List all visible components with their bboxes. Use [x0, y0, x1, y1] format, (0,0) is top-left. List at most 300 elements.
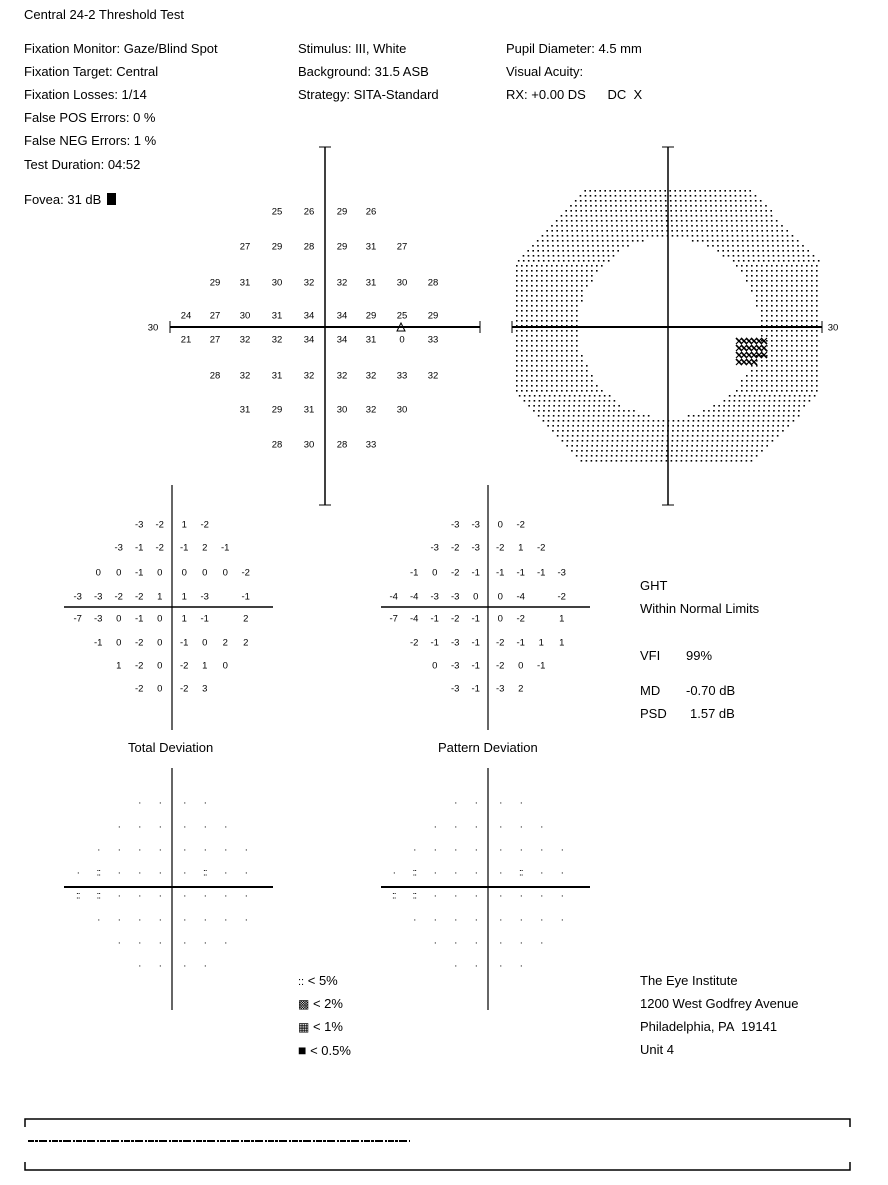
- td-value: 0: [116, 637, 122, 649]
- pd-value: -4: [516, 591, 525, 603]
- threshold-value: 31: [365, 277, 377, 289]
- td-value: 0: [202, 637, 208, 649]
- td-value: -2: [135, 683, 144, 695]
- threshold-value: 31: [239, 404, 251, 416]
- report-title: Central 24-2 Threshold Test: [24, 7, 184, 22]
- threshold-value: 28: [303, 241, 315, 253]
- threshold-value: 30: [336, 404, 348, 416]
- pd-value: 1: [538, 637, 544, 649]
- threshold-value: 29: [271, 404, 283, 416]
- legend-item-1pct: ▦ < 1%: [298, 1019, 343, 1034]
- prob-normal-dot-icon: ·: [224, 844, 227, 856]
- td-value: -1: [221, 542, 230, 554]
- threshold-value: 28: [336, 439, 348, 451]
- test-duration: Test Duration: 04:52: [24, 157, 141, 172]
- threshold-value: 28: [209, 370, 221, 382]
- prob-5pct-icon: ::: [412, 867, 417, 879]
- prob-normal-dot-icon: ·: [183, 867, 186, 879]
- td-value: 1: [181, 519, 187, 531]
- prob-normal-dot-icon: ·: [474, 960, 477, 972]
- prob-normal-dot-icon: ·: [158, 937, 161, 949]
- td-value: 0: [157, 637, 163, 649]
- threshold-value: 32: [365, 404, 377, 416]
- prob-normal-dot-icon: ·: [158, 821, 161, 833]
- td-value: 0: [181, 567, 187, 579]
- prob-normal-dot-icon: ·: [117, 844, 120, 856]
- pd-value: -4: [389, 591, 398, 603]
- prob-normal-dot-icon: ·: [138, 821, 141, 833]
- prob-normal-dot-icon: ·: [499, 797, 502, 809]
- pd-value: -1: [516, 637, 525, 649]
- threshold-value: 26: [303, 206, 315, 218]
- threshold-value: 31: [271, 310, 283, 322]
- td-prob-axes: [64, 768, 273, 1010]
- prob-normal-dot-icon: ·: [519, 844, 522, 856]
- psd-label: PSD: [640, 706, 667, 721]
- prob-normal-dot-icon: ·: [138, 890, 141, 902]
- pd-value: 1: [559, 637, 565, 649]
- pd-value: -1: [471, 660, 480, 672]
- td-value: 0: [222, 567, 228, 579]
- prob-normal-dot-icon: ·: [183, 844, 186, 856]
- prob-normal-dot-icon: ·: [540, 821, 543, 833]
- prob-normal-dot-icon: ·: [474, 821, 477, 833]
- td-value: -2: [180, 683, 189, 695]
- prob-normal-dot-icon: ·: [138, 797, 141, 809]
- prob-normal-dot-icon: ·: [138, 867, 141, 879]
- td-value: -2: [200, 519, 209, 531]
- threshold-value: 29: [427, 310, 439, 322]
- prob-normal-dot-icon: ·: [560, 867, 563, 879]
- threshold-value: 31: [365, 334, 377, 346]
- prob-normal-dot-icon: ·: [117, 867, 120, 879]
- prob-normal-dot-icon: ·: [433, 890, 436, 902]
- prob-normal-dot-icon: ·: [138, 914, 141, 926]
- prob-normal-dot-icon: ·: [117, 821, 120, 833]
- clinic-unit: Unit 4: [640, 1042, 674, 1057]
- td-value: 1: [181, 591, 187, 603]
- legend-item-5pct: :: < 5%: [298, 973, 338, 988]
- pd-value: 1: [559, 613, 565, 625]
- prob-normal-dot-icon: ·: [413, 844, 416, 856]
- prob-normal-dot-icon: ·: [224, 821, 227, 833]
- legend-item-05pct: ■ < 0.5%: [298, 1042, 351, 1058]
- prob-normal-dot-icon: ·: [454, 937, 457, 949]
- rx: RX: +0.00 DS DC X: [506, 87, 643, 102]
- td-value: -2: [180, 660, 189, 672]
- threshold-value: 33: [365, 439, 377, 451]
- threshold-value: 32: [239, 370, 251, 382]
- prob-normal-dot-icon: ·: [413, 914, 416, 926]
- footer-brackets: [25, 1119, 850, 1170]
- prob-normal-dot-icon: ·: [454, 867, 457, 879]
- false-pos-errors: False POS Errors: 0 %: [24, 110, 156, 125]
- strategy: Strategy: SITA-Standard: [298, 87, 439, 102]
- td-value: -1: [135, 542, 144, 554]
- fovea-value: Fovea: 31 dB: [24, 192, 102, 207]
- prob-normal-dot-icon: ·: [474, 890, 477, 902]
- prob-normal-dot-icon: ·: [203, 821, 206, 833]
- threshold-value: 28: [427, 277, 439, 289]
- prob-normal-dot-icon: ·: [540, 844, 543, 856]
- pd-value: -1: [471, 683, 480, 695]
- pd-value: 0: [497, 613, 503, 625]
- pd-value: -2: [557, 591, 566, 603]
- td-value: -1: [135, 567, 144, 579]
- pd-value: -1: [430, 637, 439, 649]
- prob-normal-dot-icon: ·: [499, 960, 502, 972]
- pd-value: -2: [451, 613, 460, 625]
- td-value: 2: [202, 542, 208, 554]
- threshold-value: 29: [336, 206, 348, 218]
- prob-normal-dot-icon: ·: [474, 844, 477, 856]
- pd-value: -1: [537, 660, 546, 672]
- pd-value: -1: [537, 567, 546, 579]
- td-value: 0: [157, 660, 163, 672]
- pd-value: -3: [451, 519, 460, 531]
- prob-normal-dot-icon: ·: [540, 937, 543, 949]
- clinic-name: The Eye Institute: [640, 973, 738, 988]
- prob-normal-dot-icon: ·: [540, 867, 543, 879]
- fixation-target: Fixation Target: Central: [24, 64, 159, 79]
- threshold-value: 27: [239, 241, 251, 253]
- pd-value: -2: [451, 567, 460, 579]
- threshold-value: 30: [396, 404, 408, 416]
- prob-normal-dot-icon: ·: [158, 844, 161, 856]
- prob-normal-dot-icon: ·: [244, 844, 247, 856]
- vfi-label: VFI: [640, 648, 661, 663]
- pd-value: -3: [451, 591, 460, 603]
- prob-normal-dot-icon: ·: [183, 914, 186, 926]
- threshold-value: 31: [303, 404, 315, 416]
- pd-value: -2: [516, 519, 525, 531]
- threshold-value: 0: [399, 334, 405, 346]
- prob-normal-dot-icon: ·: [76, 867, 79, 879]
- td-value: -3: [114, 542, 123, 554]
- prob-normal-dot-icon: ·: [97, 844, 100, 856]
- pd-value: 2: [518, 683, 524, 695]
- threshold-value: 31: [365, 241, 377, 253]
- prob-normal-dot-icon: ·: [183, 937, 186, 949]
- td-value: -1: [180, 637, 189, 649]
- prob-normal-dot-icon: ·: [433, 914, 436, 926]
- pd-axes: [381, 485, 590, 730]
- td-value: -7: [73, 613, 82, 625]
- prob-normal-dot-icon: ·: [158, 890, 161, 902]
- pd-value: -4: [410, 613, 419, 625]
- pd-value: -2: [410, 637, 419, 649]
- pd-value: 0: [432, 660, 438, 672]
- prob-5pct-icon: ::: [412, 890, 417, 902]
- prob-normal-dot-icon: ·: [117, 937, 120, 949]
- td-value: -2: [135, 660, 144, 672]
- threshold-value: 26: [365, 206, 377, 218]
- ght-label: GHT: [640, 578, 668, 593]
- td-value: 0: [202, 567, 208, 579]
- td-value: 0: [157, 567, 163, 579]
- pd-value: 0: [518, 660, 524, 672]
- pupil-diameter: Pupil Diameter: 4.5 mm: [506, 41, 642, 56]
- legend-symbol-5pct-icon: ::: [298, 976, 305, 988]
- pd-value: -4: [410, 591, 419, 603]
- prob-normal-dot-icon: ·: [499, 914, 502, 926]
- prob-normal-dot-icon: ·: [138, 960, 141, 972]
- prob-normal-dot-icon: ·: [454, 797, 457, 809]
- legend-symbol-05pct-icon: ■: [298, 1042, 307, 1058]
- prob-normal-dot-icon: ·: [224, 914, 227, 926]
- prob-normal-dot-icon: ·: [499, 937, 502, 949]
- prob-normal-dot-icon: ·: [224, 937, 227, 949]
- threshold-value: 27: [209, 334, 221, 346]
- pd-value: -3: [451, 683, 460, 695]
- pd-value: -2: [496, 637, 505, 649]
- td-value: 0: [157, 683, 163, 695]
- pd-value: 0: [432, 567, 438, 579]
- prob-normal-dot-icon: ·: [183, 821, 186, 833]
- threshold-value: 34: [303, 334, 315, 346]
- td-value: 0: [95, 567, 101, 579]
- pd-value: -3: [471, 542, 480, 554]
- prob-normal-dot-icon: ·: [560, 914, 563, 926]
- threshold-value: 31: [271, 370, 283, 382]
- threshold-value: 34: [303, 310, 315, 322]
- pd-value: 0: [473, 591, 479, 603]
- vfi-value: 99%: [686, 648, 713, 663]
- md-value: -0.70 dB: [686, 683, 736, 698]
- threshold-value: 29: [209, 277, 221, 289]
- fixation-losses: Fixation Losses: 1/14: [24, 87, 147, 102]
- prob-normal-dot-icon: ·: [203, 937, 206, 949]
- visual-acuity: Visual Acuity:: [506, 64, 584, 79]
- prob-normal-dot-icon: ·: [433, 867, 436, 879]
- prob-normal-dot-icon: ·: [203, 890, 206, 902]
- td-value: -3: [94, 591, 103, 603]
- prob-5pct-icon: ::: [391, 890, 396, 902]
- prob-normal-dot-icon: ·: [203, 797, 206, 809]
- legend-symbol-1pct-icon: ▦: [298, 1020, 310, 1034]
- prob-normal-dot-icon: ·: [392, 867, 395, 879]
- td-value: -2: [241, 567, 250, 579]
- threshold-value: 27: [396, 241, 408, 253]
- td-value: 3: [202, 683, 208, 695]
- td-value: -2: [135, 637, 144, 649]
- prob-normal-dot-icon: ·: [519, 914, 522, 926]
- grayscale-axis-label-right: 30: [827, 322, 839, 334]
- threshold-value: 25: [271, 206, 283, 218]
- md-label: MD: [640, 683, 661, 698]
- prob-5pct-icon: ::: [96, 890, 101, 902]
- td-value: -2: [155, 542, 164, 554]
- threshold-value: 24: [180, 310, 192, 322]
- background: Background: 31.5 ASB: [298, 64, 429, 79]
- prob-normal-dot-icon: ·: [244, 914, 247, 926]
- td-value: -1: [94, 637, 103, 649]
- prob-normal-dot-icon: ·: [224, 867, 227, 879]
- prob-normal-dot-icon: ·: [97, 914, 100, 926]
- prob-normal-dot-icon: ·: [117, 890, 120, 902]
- prob-normal-dot-icon: ·: [560, 890, 563, 902]
- pd-value: -7: [389, 613, 398, 625]
- prob-normal-dot-icon: ·: [158, 797, 161, 809]
- td-value: 0: [116, 613, 122, 625]
- threshold-value: 34: [336, 310, 348, 322]
- pd-value: -2: [496, 542, 505, 554]
- prob-normal-dot-icon: ·: [224, 890, 227, 902]
- prob-normal-dot-icon: ·: [519, 937, 522, 949]
- pattern-deviation-label: Pattern Deviation: [438, 740, 538, 755]
- td-value: -1: [180, 542, 189, 554]
- pd-value: -1: [410, 567, 419, 579]
- pd-value: 0: [497, 591, 503, 603]
- threshold-value: 21: [180, 334, 192, 346]
- threshold-value: 31: [239, 277, 251, 289]
- td-value: 0: [222, 660, 228, 672]
- td-value: 1: [116, 660, 122, 672]
- prob-normal-dot-icon: ·: [454, 844, 457, 856]
- prob-normal-dot-icon: ·: [540, 914, 543, 926]
- false-neg-errors: False NEG Errors: 1 %: [24, 133, 157, 148]
- prob-normal-dot-icon: ·: [203, 914, 206, 926]
- pd-value: -1: [471, 613, 480, 625]
- td-value: 2: [222, 637, 228, 649]
- prob-5pct-icon: ::: [518, 867, 523, 879]
- prob-normal-dot-icon: ·: [499, 890, 502, 902]
- pd-value: -3: [451, 660, 460, 672]
- legend-item-2pct: ▩ < 2%: [298, 996, 343, 1011]
- prob-normal-dot-icon: ·: [519, 797, 522, 809]
- prob-5pct-icon: ::: [75, 890, 80, 902]
- prob-normal-dot-icon: ·: [158, 914, 161, 926]
- pd-value: -1: [430, 613, 439, 625]
- prob-normal-dot-icon: ·: [203, 960, 206, 972]
- prob-normal-dot-icon: ·: [560, 844, 563, 856]
- fixation-monitor: Fixation Monitor: Gaze/Blind Spot: [24, 41, 218, 56]
- prob-normal-dot-icon: ·: [454, 821, 457, 833]
- threshold-value: 32: [336, 370, 348, 382]
- prob-normal-dot-icon: ·: [454, 890, 457, 902]
- td-value: -3: [200, 591, 209, 603]
- pd-value: -3: [451, 637, 460, 649]
- threshold-value: 27: [209, 310, 221, 322]
- td-value: 0: [157, 613, 163, 625]
- pd-value: -2: [451, 542, 460, 554]
- pd-value: 0: [497, 519, 503, 531]
- prob-normal-dot-icon: ·: [474, 797, 477, 809]
- prob-normal-dot-icon: ·: [540, 890, 543, 902]
- prob-normal-dot-icon: ·: [433, 821, 436, 833]
- pd-value: -3: [557, 567, 566, 579]
- prob-normal-dot-icon: ·: [499, 844, 502, 856]
- td-value: -2: [135, 591, 144, 603]
- clinic-address: 1200 West Godfrey Avenue: [640, 996, 799, 1011]
- td-value: 1: [157, 591, 163, 603]
- psd-value: 1.57 dB: [690, 706, 735, 721]
- threshold-value: 25: [396, 310, 408, 322]
- clinic-city: Philadelphia, PA 19141: [640, 1019, 778, 1034]
- prob-normal-dot-icon: ·: [499, 821, 502, 833]
- prob-normal-dot-icon: ·: [474, 867, 477, 879]
- ght-value: Within Normal Limits: [640, 601, 760, 616]
- pd-value: 1: [518, 542, 524, 554]
- prob-normal-dot-icon: ·: [433, 844, 436, 856]
- prob-normal-dot-icon: ·: [519, 890, 522, 902]
- threshold-value: 29: [271, 241, 283, 253]
- pd-value: -1: [516, 567, 525, 579]
- pd-prob-axes: [381, 768, 590, 1010]
- threshold-value: 32: [271, 334, 283, 346]
- prob-normal-dot-icon: ·: [519, 960, 522, 972]
- prob-normal-dot-icon: ·: [138, 844, 141, 856]
- threshold-axes: [170, 147, 480, 505]
- prob-normal-dot-icon: ·: [454, 960, 457, 972]
- pd-value: -2: [516, 613, 525, 625]
- prob-normal-dot-icon: ·: [183, 890, 186, 902]
- threshold-value: 32: [365, 370, 377, 382]
- prob-normal-dot-icon: ·: [433, 937, 436, 949]
- threshold-value: 32: [303, 277, 315, 289]
- td-value: -1: [135, 613, 144, 625]
- prob-normal-dot-icon: ·: [244, 867, 247, 879]
- td-value: -1: [200, 613, 209, 625]
- pd-value: -2: [537, 542, 546, 554]
- prob-normal-dot-icon: ·: [474, 914, 477, 926]
- threshold-value: 33: [427, 334, 439, 346]
- pd-value: -3: [496, 683, 505, 695]
- threshold-value: 29: [365, 310, 377, 322]
- pd-value: -3: [430, 542, 439, 554]
- pd-value: -3: [430, 591, 439, 603]
- td-value: -1: [241, 591, 250, 603]
- prob-normal-dot-icon: ·: [454, 914, 457, 926]
- threshold-value: 30: [396, 277, 408, 289]
- threshold-value: 32: [303, 370, 315, 382]
- threshold-value: 30: [271, 277, 283, 289]
- prob-normal-dot-icon: ·: [519, 821, 522, 833]
- prob-normal-dot-icon: ·: [474, 937, 477, 949]
- threshold-value: 32: [427, 370, 439, 382]
- threshold-value: 30: [303, 439, 315, 451]
- td-value: 1: [181, 613, 187, 625]
- threshold-value: 32: [239, 334, 251, 346]
- prob-normal-dot-icon: ·: [117, 914, 120, 926]
- prob-normal-dot-icon: ·: [183, 960, 186, 972]
- threshold-value: 29: [336, 241, 348, 253]
- prob-normal-dot-icon: ·: [158, 867, 161, 879]
- pd-value: -3: [471, 519, 480, 531]
- prob-normal-dot-icon: ·: [138, 937, 141, 949]
- td-value: 1: [202, 660, 208, 672]
- td-value: -2: [114, 591, 123, 603]
- td-value: -3: [94, 613, 103, 625]
- prob-normal-dot-icon: ·: [158, 960, 161, 972]
- pd-value: -1: [471, 637, 480, 649]
- pd-value: -1: [471, 567, 480, 579]
- pd-value: -2: [496, 660, 505, 672]
- prob-normal-dot-icon: ·: [203, 844, 206, 856]
- threshold-value: 34: [336, 334, 348, 346]
- td-value: 2: [243, 613, 249, 625]
- td-value: 0: [116, 567, 122, 579]
- prob-5pct-icon: ::: [202, 867, 207, 879]
- threshold-axis-label-left: 30: [147, 322, 159, 334]
- pd-value: -1: [496, 567, 505, 579]
- prob-5pct-icon: ::: [96, 867, 101, 879]
- threshold-value: 28: [271, 439, 283, 451]
- stimulus: Stimulus: III, White: [298, 41, 407, 56]
- legend-symbol-2pct-icon: ▩: [298, 997, 310, 1011]
- td-axes: [64, 485, 273, 730]
- total-deviation-label: Total Deviation: [128, 740, 214, 755]
